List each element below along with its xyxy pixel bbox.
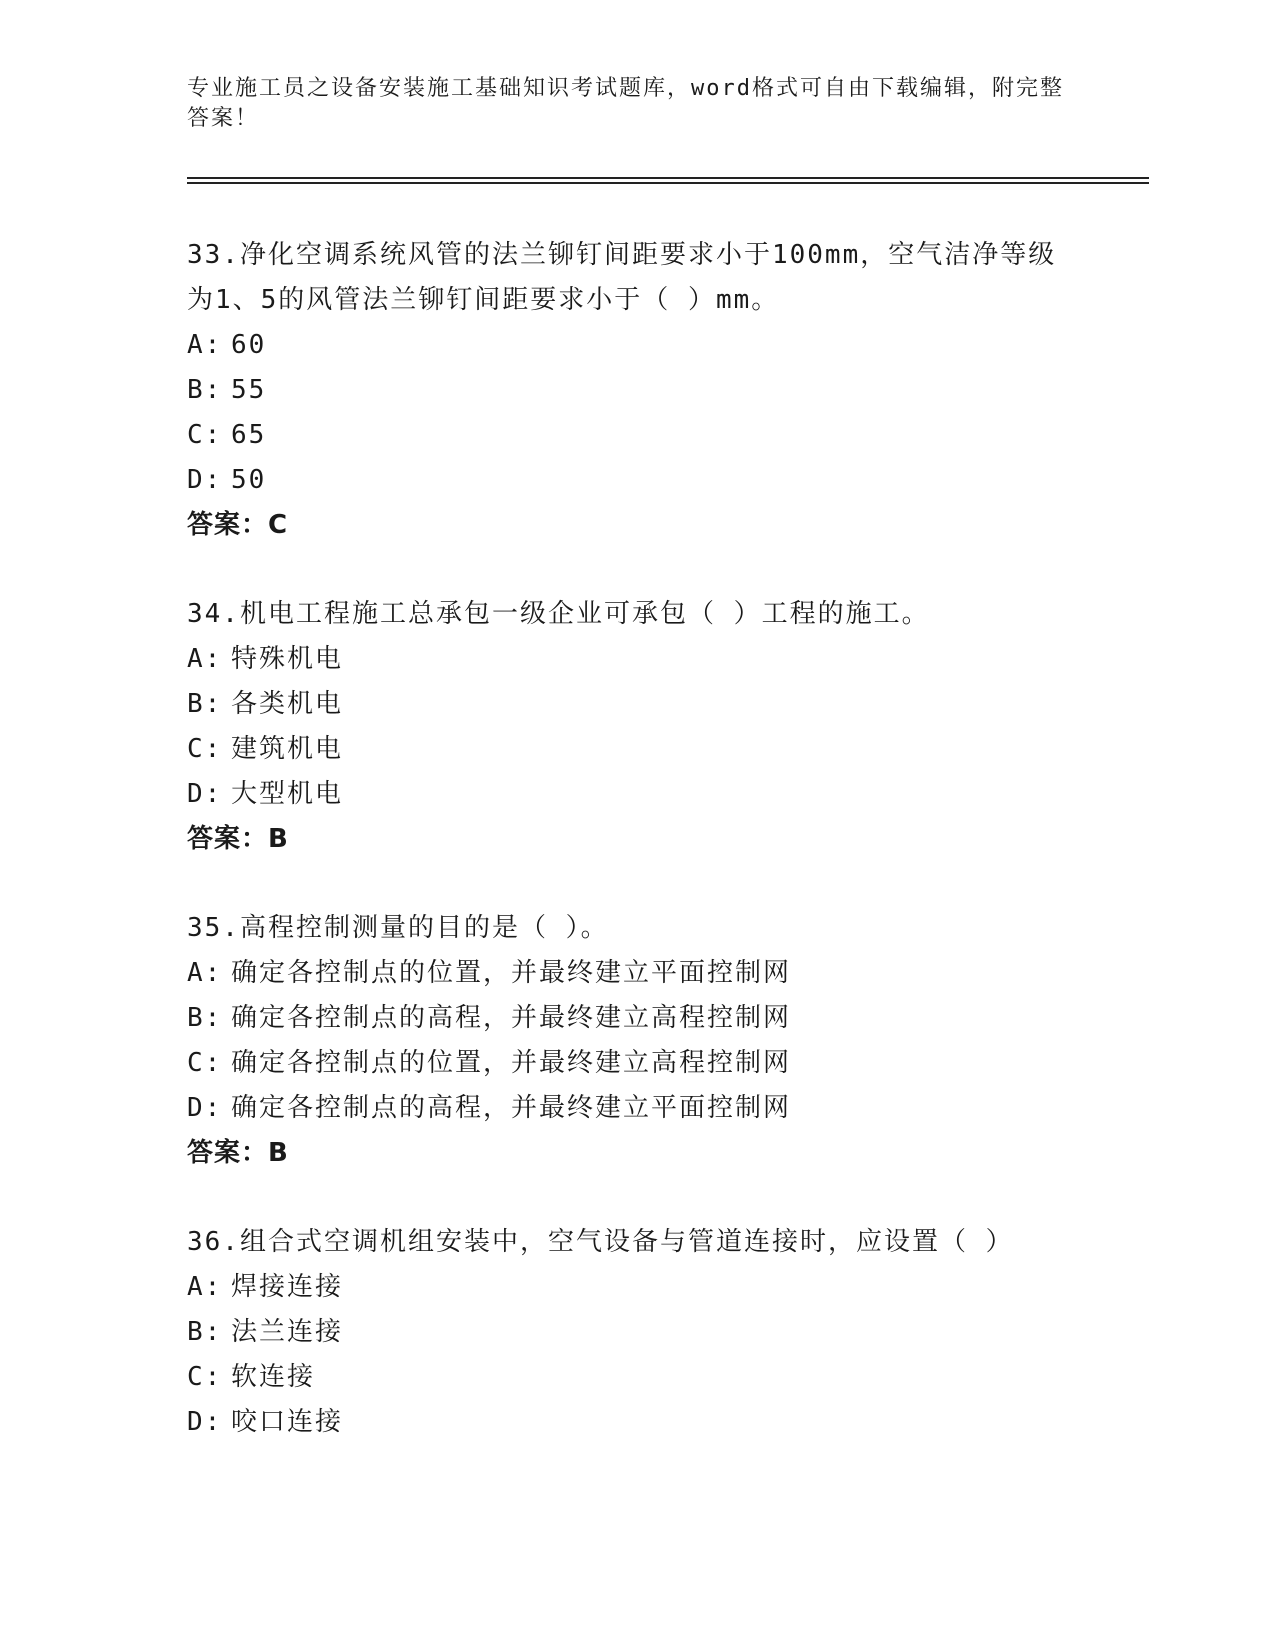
option-letter: B: (187, 1003, 223, 1033)
document-header: 专业施工员之设备安装施工基础知识考试题库，word格式可自由下载编辑，附完整答案！ (187, 76, 1064, 131)
question-36 (187, 1220, 1147, 1445)
question-33 (187, 233, 1147, 548)
question-text: 36.组合式空调机组安装中，空气设备与管道连接时，应设置（ ） (187, 1227, 1014, 1257)
option-text: 55 (231, 375, 267, 405)
option-letter: D: (187, 779, 223, 809)
option-text: 确定各控制点的高程，并最终建立平面控制网 (231, 1093, 792, 1123)
option-d (187, 772, 1147, 817)
option-text: 确定各控制点的高程，并最终建立高程控制网 (231, 1003, 792, 1033)
question-34 (187, 592, 1147, 862)
option-b (187, 682, 1147, 727)
option-text: 焊接连接 (231, 1272, 344, 1302)
option-letter: B: (187, 689, 223, 719)
question-text: 34.机电工程施工总承包一级企业可承包（ ）工程的施工。 (187, 599, 930, 629)
option-a (187, 323, 1147, 368)
answer-label: 答案：B (187, 824, 289, 854)
option-letter: A: (187, 958, 223, 988)
option-letter: A: (187, 1272, 223, 1302)
option-c (187, 727, 1147, 772)
option-letter: B: (187, 1317, 223, 1347)
option-text: 65 (231, 420, 267, 450)
option-c (187, 1041, 1147, 1086)
option-letter: D: (187, 1407, 223, 1437)
option-text: 软连接 (231, 1362, 316, 1392)
option-text: 法兰连接 (231, 1317, 344, 1347)
question-list (187, 233, 1147, 1489)
option-letter: C: (187, 1362, 223, 1392)
option-letter: A: (187, 330, 223, 360)
option-letter: A: (187, 644, 223, 674)
option-b (187, 368, 1147, 413)
option-letter: C: (187, 734, 223, 764)
option-text: 大型机电 (231, 779, 344, 809)
option-text: 50 (231, 465, 267, 495)
option-text: 各类机电 (231, 689, 344, 719)
option-letter: C: (187, 1048, 223, 1078)
header-rule-bottom (187, 182, 1149, 184)
option-b (187, 996, 1147, 1041)
option-letter: D: (187, 1093, 223, 1123)
answer-label: 答案：B (187, 1138, 289, 1168)
option-letter: D: (187, 465, 223, 495)
option-d (187, 1400, 1147, 1445)
option-c (187, 413, 1147, 458)
question-35 (187, 906, 1147, 1176)
option-a (187, 951, 1147, 996)
option-d (187, 1086, 1147, 1131)
option-text: 咬口连接 (231, 1407, 344, 1437)
option-letter: C: (187, 420, 223, 450)
header-rule-top (187, 177, 1149, 179)
option-c (187, 1355, 1147, 1400)
option-a (187, 1265, 1147, 1310)
option-b (187, 1310, 1147, 1355)
answer-label: 答案：C (187, 510, 289, 540)
option-d (187, 458, 1147, 503)
question-text: 33.净化空调系统风管的法兰铆钉间距要求小于100mm，空气洁净等级为1、5的风管法兰铆钉间距要求小于（ ）mm。 (187, 240, 1057, 315)
option-text: 确定各控制点的位置，并最终建立高程控制网 (231, 1048, 792, 1078)
question-text: 35.高程控制测量的目的是（ ）。 (187, 913, 609, 943)
option-a (187, 637, 1147, 682)
option-letter: B: (187, 375, 223, 405)
option-text: 特殊机电 (231, 644, 344, 674)
option-text: 60 (231, 330, 267, 360)
option-text: 建筑机电 (231, 734, 344, 764)
option-text: 确定各控制点的位置，并最终建立平面控制网 (231, 958, 792, 988)
